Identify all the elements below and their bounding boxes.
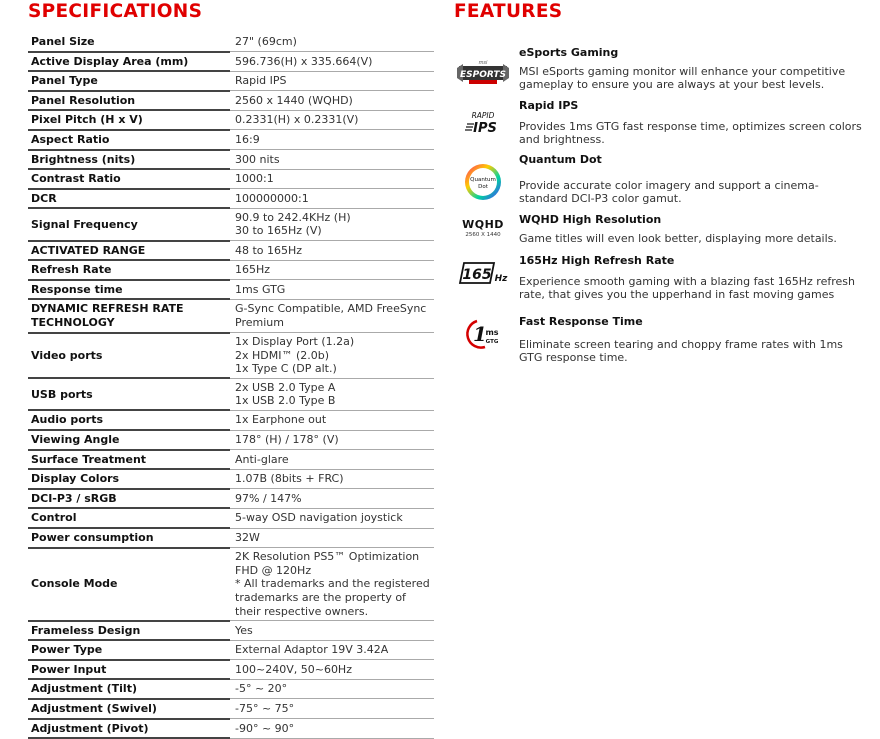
svg-text:ms: ms bbox=[485, 328, 499, 337]
specifications-table bbox=[28, 33, 434, 739]
feature-desc: Eliminate screen tearing and choppy frame rates with 1ms GTG response time. bbox=[519, 338, 843, 365]
spec-value-line: 16:9 bbox=[235, 132, 260, 146]
spec-value bbox=[230, 169, 434, 189]
spec-value bbox=[230, 52, 434, 72]
spec-value bbox=[230, 660, 434, 680]
feature-desc: Provide accurate color imagery and support a cinema-standard DCI-P3 color gamut. bbox=[519, 179, 819, 206]
spec-row bbox=[28, 621, 434, 641]
spec-row bbox=[28, 91, 434, 111]
feature-item bbox=[454, 254, 864, 315]
spec-value-line: 1000:1 bbox=[235, 172, 274, 186]
spec-row bbox=[28, 719, 434, 739]
spec-label: Panel Resolution bbox=[28, 91, 230, 111]
spec-value bbox=[230, 699, 434, 719]
spec-label: Refresh Rate bbox=[28, 260, 230, 280]
svg-text:Quantum: Quantum bbox=[470, 177, 496, 183]
spec-label: Surface Treatment bbox=[28, 450, 230, 470]
rapid-ips-icon bbox=[454, 105, 512, 139]
specifications-heading: SPECIFICATIONS bbox=[28, 1, 203, 22]
feature-item bbox=[454, 213, 864, 254]
svg-text:Dot: Dot bbox=[478, 184, 488, 190]
spec-value-line: -5° ~ 20° bbox=[235, 682, 288, 696]
spec-value-line: FHD @ 120Hz bbox=[235, 563, 312, 577]
spec-label: Display Colors bbox=[28, 469, 230, 489]
spec-label: Viewing Angle bbox=[28, 430, 230, 450]
feature-item bbox=[454, 153, 864, 213]
spec-value bbox=[230, 130, 434, 150]
spec-value bbox=[230, 528, 434, 548]
spec-label: Panel Type bbox=[28, 71, 230, 91]
spec-value-line: 1.07B (8bits + FRC) bbox=[235, 472, 344, 486]
spec-row bbox=[28, 333, 434, 379]
spec-label: Video ports bbox=[28, 333, 230, 379]
features-heading: FEATURES bbox=[454, 1, 563, 22]
1ms-gtg-icon bbox=[454, 315, 512, 351]
spec-value bbox=[230, 621, 434, 641]
spec-row bbox=[28, 528, 434, 548]
specifications-section bbox=[28, 0, 434, 739]
spec-row bbox=[28, 378, 434, 410]
feature-title: Fast Response Time bbox=[519, 315, 643, 328]
spec-label: DCR bbox=[28, 189, 230, 209]
spec-value bbox=[230, 189, 434, 209]
spec-value bbox=[230, 450, 434, 470]
spec-value-line: 48 to 165Hz bbox=[235, 243, 303, 257]
spec-row bbox=[28, 548, 434, 621]
spec-row bbox=[28, 110, 434, 130]
spec-label: ACTIVATED RANGE bbox=[28, 241, 230, 261]
spec-row bbox=[28, 508, 434, 528]
spec-value bbox=[230, 679, 434, 699]
feature-desc: Provides 1ms GTG fast response time, optimizes screen colors and brightness. bbox=[519, 120, 862, 147]
spec-value bbox=[230, 208, 434, 240]
spec-row bbox=[28, 241, 434, 261]
spec-label: DCI-P3 / sRGB bbox=[28, 489, 230, 509]
feature-desc: Game titles will even look better, displaying more details. bbox=[519, 232, 837, 245]
spec-value-line: 2560 x 1440 (WQHD) bbox=[235, 93, 353, 107]
feature-title: Quantum Dot bbox=[519, 153, 602, 166]
spec-label: Adjustment (Swivel) bbox=[28, 699, 230, 719]
spec-label: Brightness (nits) bbox=[28, 150, 230, 170]
spec-value bbox=[230, 299, 434, 332]
spec-value-line: 1x Display Port (1.2a) bbox=[235, 335, 355, 348]
spec-value bbox=[230, 410, 434, 430]
spec-value bbox=[230, 33, 434, 52]
spec-value-line: 1ms GTG bbox=[235, 282, 286, 296]
spec-value-line: G-Sync Compatible, AMD FreeSync Premium bbox=[235, 302, 427, 329]
spec-value-line: -75° ~ 75° bbox=[235, 701, 295, 715]
spec-value bbox=[230, 378, 434, 410]
feature-item bbox=[454, 99, 864, 153]
spec-value bbox=[230, 430, 434, 450]
spec-row bbox=[28, 169, 434, 189]
spec-label: Signal Frequency bbox=[28, 208, 230, 240]
spec-value-line: -90° ~ 90° bbox=[235, 721, 295, 735]
spec-row bbox=[28, 71, 434, 91]
spec-row bbox=[28, 640, 434, 660]
features-section bbox=[454, 0, 864, 365]
spec-row bbox=[28, 130, 434, 150]
spec-value-line: 1x USB 2.0 Type B bbox=[235, 394, 336, 408]
spec-value-line: 90.9 to 242.4KHz (H) bbox=[235, 210, 351, 224]
spec-row bbox=[28, 299, 434, 332]
svg-text:RAPID: RAPID bbox=[471, 111, 495, 120]
spec-label: Audio ports bbox=[28, 410, 230, 430]
spec-value-line: * All trademarks and the registered trademarks are the property of their respective owners. bbox=[235, 577, 430, 618]
quantum-dot-icon bbox=[454, 161, 512, 203]
feature-title: WQHD High Resolution bbox=[519, 213, 662, 226]
spec-value-line: 2x USB 2.0 Type A bbox=[235, 380, 336, 394]
spec-row bbox=[28, 280, 434, 300]
spec-label: Response time bbox=[28, 280, 230, 300]
svg-text:Hz: Hz bbox=[494, 274, 508, 284]
spec-value-line: 1x Earphone out bbox=[235, 413, 327, 427]
wqhd-icon: WQHD 2560 X 1440 bbox=[462, 217, 504, 238]
svg-text:1: 1 bbox=[473, 322, 487, 346]
spec-value bbox=[230, 71, 434, 91]
spec-label: Control bbox=[28, 508, 230, 528]
spec-value bbox=[230, 110, 434, 130]
spec-value-line: 100~240V, 50~60Hz bbox=[235, 662, 352, 676]
spec-value bbox=[230, 719, 434, 739]
spec-value-line: Rapid IPS bbox=[235, 74, 287, 88]
svg-text:msi: msi bbox=[478, 60, 488, 66]
spec-value-line: 596.736(H) x 335.664(V) bbox=[235, 54, 373, 68]
spec-row bbox=[28, 679, 434, 699]
spec-label: Adjustment (Pivot) bbox=[28, 719, 230, 739]
spec-row bbox=[28, 410, 434, 430]
spec-value-line: 32W bbox=[235, 531, 260, 545]
spec-row bbox=[28, 189, 434, 209]
feature-title: 165Hz High Refresh Rate bbox=[519, 254, 675, 267]
spec-label: Panel Size bbox=[28, 33, 230, 52]
spec-value bbox=[230, 150, 434, 170]
spec-value-line: 165Hz bbox=[235, 263, 271, 277]
spec-value-line: 27" (69cm) bbox=[235, 35, 297, 49]
spec-label: DYNAMIC REFRESH RATE TECHNOLOGY bbox=[28, 299, 230, 332]
spec-value-line: 5-way OSD navigation joystick bbox=[235, 511, 403, 525]
spec-label: Power Type bbox=[28, 640, 230, 660]
spec-value-line: 97% / 147% bbox=[235, 491, 302, 505]
spec-value bbox=[230, 640, 434, 660]
spec-value bbox=[230, 280, 434, 300]
spec-label: Adjustment (Tilt) bbox=[28, 679, 230, 699]
feature-title: eSports Gaming bbox=[519, 46, 619, 59]
svg-text:165: 165 bbox=[462, 267, 492, 283]
spec-label: USB ports bbox=[28, 378, 230, 410]
spec-value bbox=[230, 508, 434, 528]
spec-row bbox=[28, 450, 434, 470]
spec-label: Pixel Pitch (H x V) bbox=[28, 110, 230, 130]
spec-label: Frameless Design bbox=[28, 621, 230, 641]
spec-value-line: 30 to 165Hz (V) bbox=[235, 224, 322, 238]
spec-value bbox=[230, 333, 434, 379]
spec-value bbox=[230, 241, 434, 261]
spec-value-line: External Adaptor 19V 3.42A bbox=[235, 643, 389, 657]
feature-title: Rapid IPS bbox=[519, 99, 579, 112]
spec-value-line: 1x Type C (DP alt.) bbox=[235, 362, 337, 376]
spec-label: Console Mode bbox=[28, 548, 230, 621]
feature-desc: MSI eSports gaming monitor will enhance your competitive gameplay to ensure you are always at your best levels. bbox=[519, 65, 846, 92]
feature-item bbox=[454, 46, 864, 99]
spec-label: Power consumption bbox=[28, 528, 230, 548]
spec-row bbox=[28, 208, 434, 240]
spec-row bbox=[28, 33, 434, 52]
spec-value-line: Anti-glare bbox=[235, 452, 289, 466]
spec-value-line: 2K Resolution PS5™ Optimization bbox=[235, 550, 420, 564]
spec-value bbox=[230, 469, 434, 489]
spec-value-line: Yes bbox=[235, 623, 253, 637]
spec-row bbox=[28, 660, 434, 680]
spec-value-line: 2x HDMI™ (2.0b) bbox=[235, 348, 330, 362]
spec-value bbox=[230, 489, 434, 509]
spec-value bbox=[230, 548, 434, 621]
spec-value bbox=[230, 260, 434, 280]
spec-value-line: 0.2331(H) x 0.2331(V) bbox=[235, 113, 359, 127]
spec-row bbox=[28, 699, 434, 719]
spec-row bbox=[28, 489, 434, 509]
spec-value-line: 300 nits bbox=[235, 152, 280, 166]
feature-item bbox=[454, 315, 864, 365]
165hz-icon bbox=[454, 258, 512, 288]
spec-row bbox=[28, 430, 434, 450]
spec-value bbox=[230, 91, 434, 111]
svg-text:ESPORTS: ESPORTS bbox=[459, 70, 507, 80]
spec-row bbox=[28, 260, 434, 280]
spec-value-line: 178° (H) / 178° (V) bbox=[235, 433, 339, 447]
spec-row bbox=[28, 52, 434, 72]
feature-desc: Experience smooth gaming with a blazing fast 165Hz refresh rate, that gives you the upperhand in fast moving games bbox=[519, 275, 855, 302]
svg-text:IPS: IPS bbox=[473, 121, 497, 136]
esports-logo-icon bbox=[454, 56, 512, 90]
spec-label: Power Input bbox=[28, 660, 230, 680]
spec-label: Contrast Ratio bbox=[28, 169, 230, 189]
spec-value-line: 100000000:1 bbox=[235, 191, 309, 205]
spec-row bbox=[28, 150, 434, 170]
spec-label: Aspect Ratio bbox=[28, 130, 230, 150]
spec-label: Active Display Area (mm) bbox=[28, 52, 230, 72]
spec-row bbox=[28, 469, 434, 489]
svg-text:GTG: GTG bbox=[485, 339, 499, 345]
